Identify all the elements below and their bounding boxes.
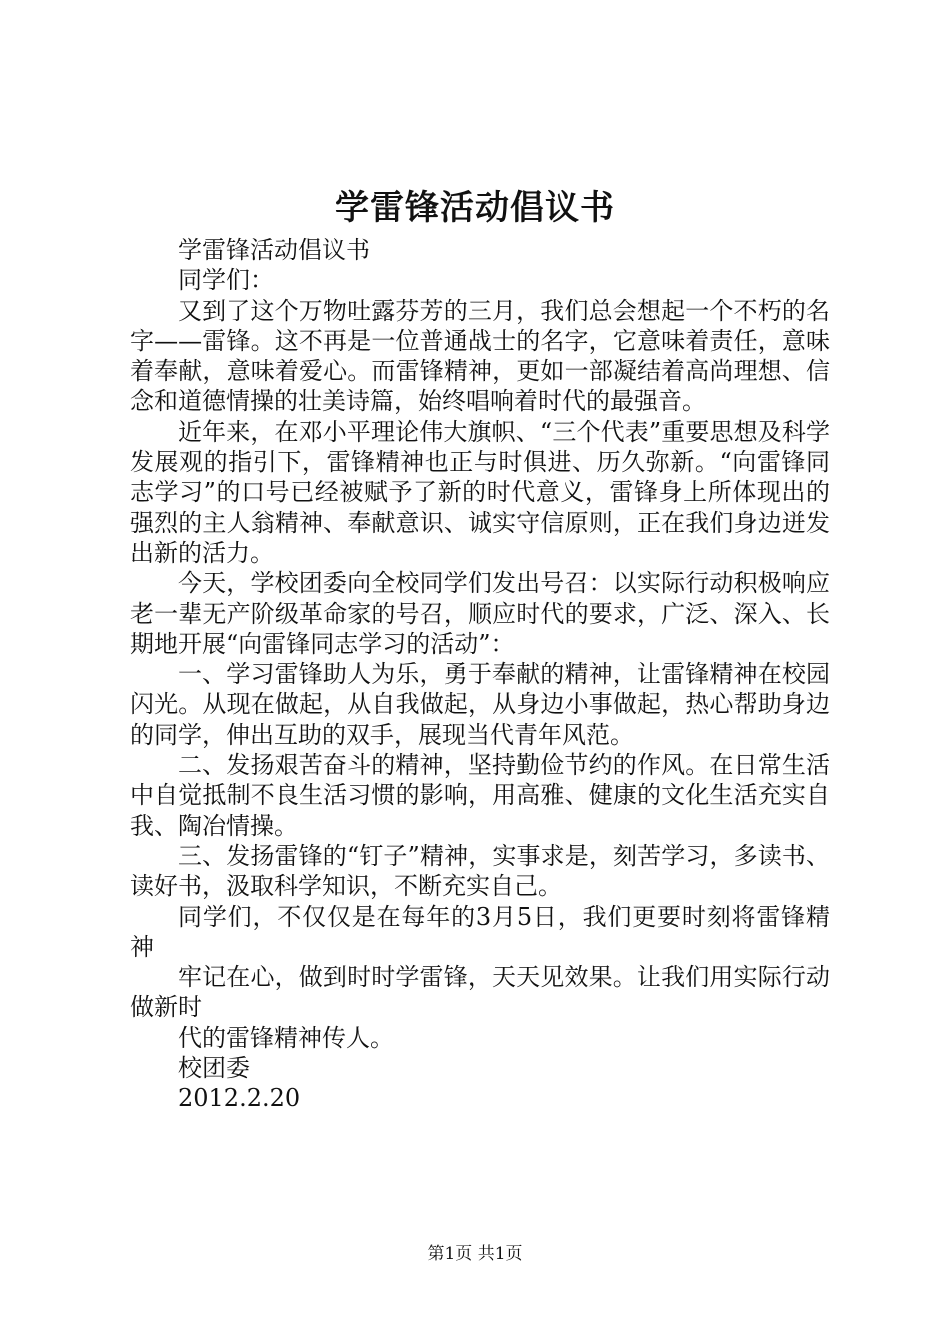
paragraph-closing-1: 同学们，不仅仅是在每年的3月5日，我们更要时刻将雷锋精神 — [130, 902, 830, 961]
paragraph-subtitle: 学雷锋活动倡议书 — [178, 236, 370, 264]
paragraph-salutation: 同学们： — [178, 266, 274, 295]
document-title: 学雷锋活动倡议书 — [335, 188, 615, 228]
document-body — [130, 235, 830, 1114]
paragraph-item-2: 二、发扬艰苦奋斗的精神，坚持勤俭节约的作风。在日常生活中自觉抵制不良生活习惯的影响，用高雅、健康的文化生活充实自我、陶冶情操。 — [130, 751, 830, 840]
paragraph-intro: 又到了这个万物吐露芬芳的三月，我们总会想起一个不朽的名字——雷锋。这不再是一位普通战士的名字，它意味着责任，意味着奉献，意味着爱心。而雷锋精神，更如一部凝结着高尚理想、信念和道德情操的壮美诗篇，始终唱响着时代的最强音。 — [130, 296, 830, 416]
date: 2012.2.20 — [178, 1084, 301, 1113]
paragraph-item-1: 一、学习雷锋助人为乐，勇于奉献的精神，让雷锋精神在校园闪光。从现在做起，从自我做起，从身边小事做起，热心帮助身边的同学，伸出互助的双手，展现当代青年风范。 — [130, 660, 830, 749]
paragraph-call: 今天，学校团委向全校同学们发出号召：以实际行动积极响应老一辈无产阶级革命家的号召，顺应时代的要求，广泛、深入、长期地开展“向雷锋同志学习的活动”： — [130, 569, 830, 658]
paragraph-background: 近年来，在邓小平理论伟大旗帜、“三个代表”重要思想及科学发展观的指引下，雷锋精神也正与时俱进、历久弥新。“向雷锋同志学习”的口号已经被赋予了新的时代意义，雷锋身上所体现出的强烈的主人翁精神、奉献意识、诚实守信原则，正在我们身边迸发出新的活力。 — [130, 417, 830, 567]
page-footer: 第1页 共1页 — [427, 1244, 523, 1264]
signature: 校团委 — [178, 1054, 250, 1083]
paragraph-closing-2: 牢记在心，做到时时学雷锋，天天见效果。让我们用实际行动做新时 — [130, 963, 830, 1022]
paragraph-closing-3: 代的雷锋精神传人。 — [178, 1023, 394, 1052]
paragraph-item-3: 三、发扬雷锋的“钉子”精神，实事求是，刻苦学习，多读书、读好书，汲取科学知识，不断充实自己。 — [130, 841, 830, 901]
